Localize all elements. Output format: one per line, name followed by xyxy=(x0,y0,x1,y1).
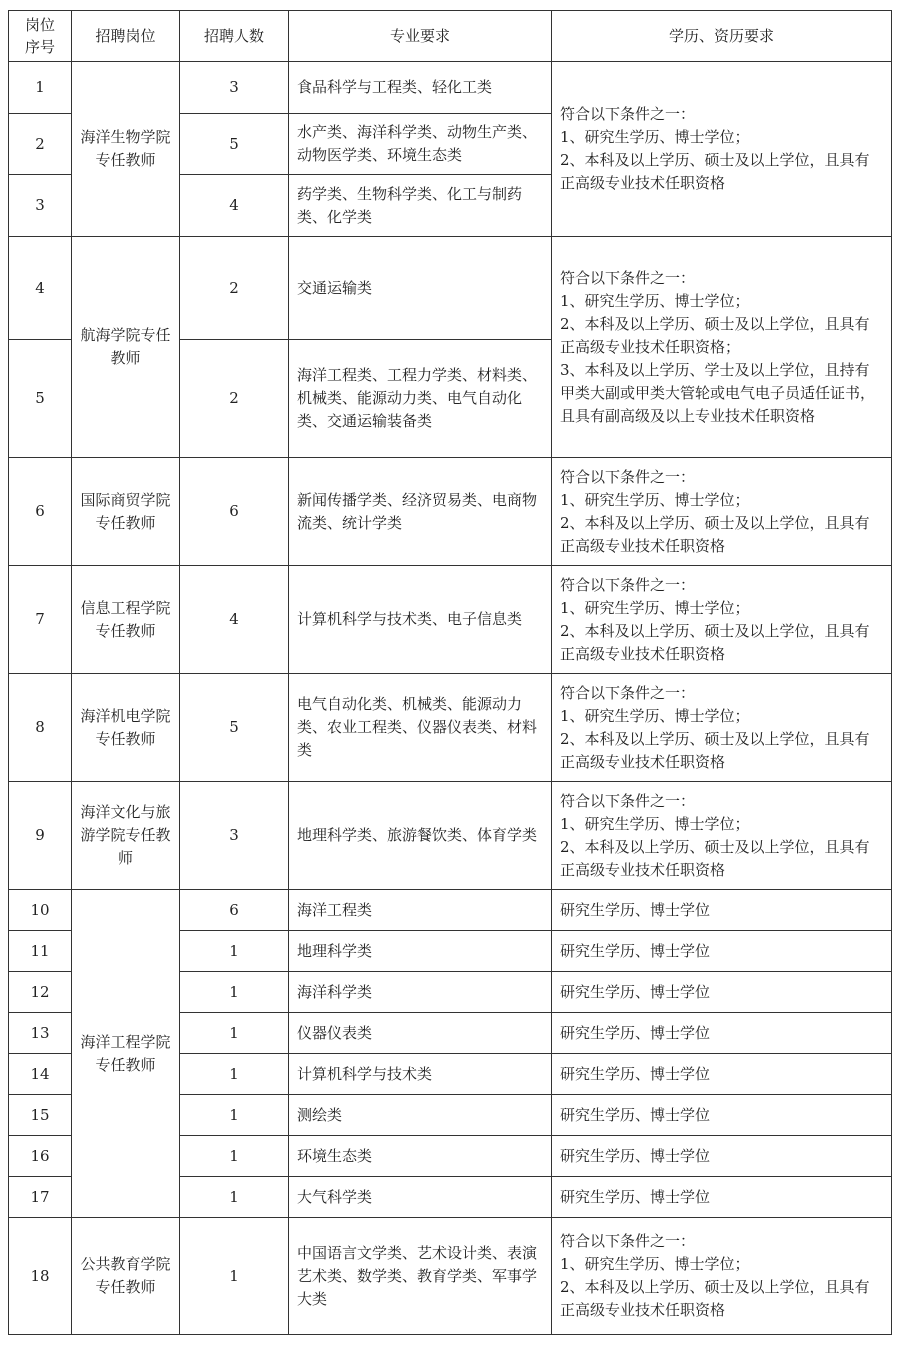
major-cell: 地理科学类 xyxy=(289,931,552,972)
major-cell: 新闻传播学类、经济贸易类、电商物流类、统计学类 xyxy=(289,458,552,566)
count-cell: 5 xyxy=(180,674,289,782)
table-row xyxy=(9,1218,892,1335)
count-cell: 1 xyxy=(180,1054,289,1095)
count-cell: 3 xyxy=(180,782,289,890)
seq-cell: 16 xyxy=(9,1136,72,1177)
count-cell: 2 xyxy=(180,340,289,458)
count-cell: 4 xyxy=(180,566,289,674)
major-cell: 环境生态类 xyxy=(289,1136,552,1177)
edu-cell: 研究生学历、博士学位 xyxy=(552,1013,892,1054)
seq-cell: 9 xyxy=(9,782,72,890)
post-cell: 海洋工程学院专任教师 xyxy=(72,890,180,1218)
count-cell: 3 xyxy=(180,62,289,114)
seq-cell: 8 xyxy=(9,674,72,782)
edu-cell: 研究生学历、博士学位 xyxy=(552,1177,892,1218)
table-row xyxy=(9,62,892,114)
table-row xyxy=(9,890,892,931)
major-cell: 电气自动化类、机械类、能源动力类、农业工程类、仪器仪表类、材料类 xyxy=(289,674,552,782)
header-seq: 岗位 序号 xyxy=(9,11,72,62)
seq-cell: 17 xyxy=(9,1177,72,1218)
post-cell: 信息工程学院专任教师 xyxy=(72,566,180,674)
seq-cell: 12 xyxy=(9,972,72,1013)
count-cell: 1 xyxy=(180,1136,289,1177)
major-cell: 地理科学类、旅游餐饮类、体育学类 xyxy=(289,782,552,890)
count-cell: 2 xyxy=(180,237,289,340)
seq-cell: 18 xyxy=(9,1218,72,1335)
edu-cell: 符合以下条件之一： 1、研究生学历、博士学位； 2、本科及以上学历、硕士及以上学位，且具有正高级专业技术任职资格 xyxy=(552,458,892,566)
seq-cell: 11 xyxy=(9,931,72,972)
seq-cell: 7 xyxy=(9,566,72,674)
major-cell: 海洋科学类 xyxy=(289,972,552,1013)
count-cell: 6 xyxy=(180,458,289,566)
count-cell: 1 xyxy=(180,931,289,972)
major-cell: 水产类、海洋科学类、动物生产类、动物医学类、环境生态类 xyxy=(289,114,552,175)
count-cell: 1 xyxy=(180,1218,289,1335)
seq-cell: 5 xyxy=(9,340,72,458)
post-cell: 海洋文化与旅游学院专任教师 xyxy=(72,782,180,890)
major-cell: 食品科学与工程类、轻化工类 xyxy=(289,62,552,114)
recruitment-table xyxy=(8,10,892,1335)
seq-cell: 10 xyxy=(9,890,72,931)
table-row xyxy=(9,566,892,674)
post-cell: 海洋机电学院专任教师 xyxy=(72,674,180,782)
count-cell: 5 xyxy=(180,114,289,175)
header-post: 招聘岗位 xyxy=(72,11,180,62)
edu-cell: 研究生学历、博士学位 xyxy=(552,931,892,972)
header-major: 专业要求 xyxy=(289,11,552,62)
major-cell: 海洋工程类、工程力学类、材料类、机械类、能源动力类、电气自动化类、交通运输装备类 xyxy=(289,340,552,458)
edu-cell: 符合以下条件之一： 1、研究生学历、博士学位； 2、本科及以上学历、硕士及以上学位，且具有正高级专业技术任职资格 xyxy=(552,782,892,890)
post-cell: 海洋生物学院专任教师 xyxy=(72,62,180,237)
count-cell: 1 xyxy=(180,972,289,1013)
edu-cell: 符合以下条件之一： 1、研究生学历、博士学位； 2、本科及以上学历、硕士及以上学位，且具有正高级专业技术任职资格 xyxy=(552,674,892,782)
post-cell: 国际商贸学院专任教师 xyxy=(72,458,180,566)
edu-cell: 研究生学历、博士学位 xyxy=(552,1095,892,1136)
edu-cell: 研究生学历、博士学位 xyxy=(552,890,892,931)
edu-cell: 研究生学历、博士学位 xyxy=(552,1136,892,1177)
seq-cell: 2 xyxy=(9,114,72,175)
major-cell: 计算机科学与技术类、电子信息类 xyxy=(289,566,552,674)
count-cell: 1 xyxy=(180,1095,289,1136)
major-cell: 计算机科学与技术类 xyxy=(289,1054,552,1095)
table-row xyxy=(9,458,892,566)
count-cell: 4 xyxy=(180,175,289,237)
major-cell: 中国语言文学类、艺术设计类、表演艺术类、数学类、教育学类、军事学大类 xyxy=(289,1218,552,1335)
header-edu: 学历、资历要求 xyxy=(552,11,892,62)
edu-cell: 符合以下条件之一： 1、研究生学历、博士学位； 2、本科及以上学历、硕士及以上学位，且具有正高级专业技术任职资格 xyxy=(552,566,892,674)
table-row xyxy=(9,782,892,890)
header-row xyxy=(9,11,892,62)
count-cell: 1 xyxy=(180,1013,289,1054)
seq-cell: 3 xyxy=(9,175,72,237)
count-cell: 6 xyxy=(180,890,289,931)
edu-cell: 符合以下条件之一： 1、研究生学历、博士学位； 2、本科及以上学历、硕士及以上学位，且具有正高级专业技术任职资格 xyxy=(552,1218,892,1335)
edu-cell: 研究生学历、博士学位 xyxy=(552,972,892,1013)
count-cell: 1 xyxy=(180,1177,289,1218)
table-row xyxy=(9,674,892,782)
major-cell: 药学类、生物科学类、化工与制药类、化学类 xyxy=(289,175,552,237)
major-cell: 测绘类 xyxy=(289,1095,552,1136)
post-cell: 航海学院专任教师 xyxy=(72,237,180,458)
post-cell: 公共教育学院专任教师 xyxy=(72,1218,180,1335)
major-cell: 海洋工程类 xyxy=(289,890,552,931)
edu-cell: 符合以下条件之一： 1、研究生学历、博士学位； 2、本科及以上学历、硕士及以上学位，且具有正高级专业技术任职资格 xyxy=(552,62,892,237)
header-count: 招聘人数 xyxy=(180,11,289,62)
edu-cell: 符合以下条件之一： 1、研究生学历、博士学位； 2、本科及以上学历、硕士及以上学位，且具有正高级专业技术任职资格； 3、本科及以上学历、学士及以上学位，且持有甲类大副或甲类大管轮或电气电子员适任证书，且具有副高级及以上专业技术任职资格 xyxy=(552,237,892,458)
seq-cell: 6 xyxy=(9,458,72,566)
major-cell: 交通运输类 xyxy=(289,237,552,340)
seq-cell: 4 xyxy=(9,237,72,340)
seq-cell: 15 xyxy=(9,1095,72,1136)
major-cell: 大气科学类 xyxy=(289,1177,552,1218)
seq-cell: 14 xyxy=(9,1054,72,1095)
major-cell: 仪器仪表类 xyxy=(289,1013,552,1054)
seq-cell: 1 xyxy=(9,62,72,114)
table-row xyxy=(9,237,892,340)
seq-cell: 13 xyxy=(9,1013,72,1054)
edu-cell: 研究生学历、博士学位 xyxy=(552,1054,892,1095)
